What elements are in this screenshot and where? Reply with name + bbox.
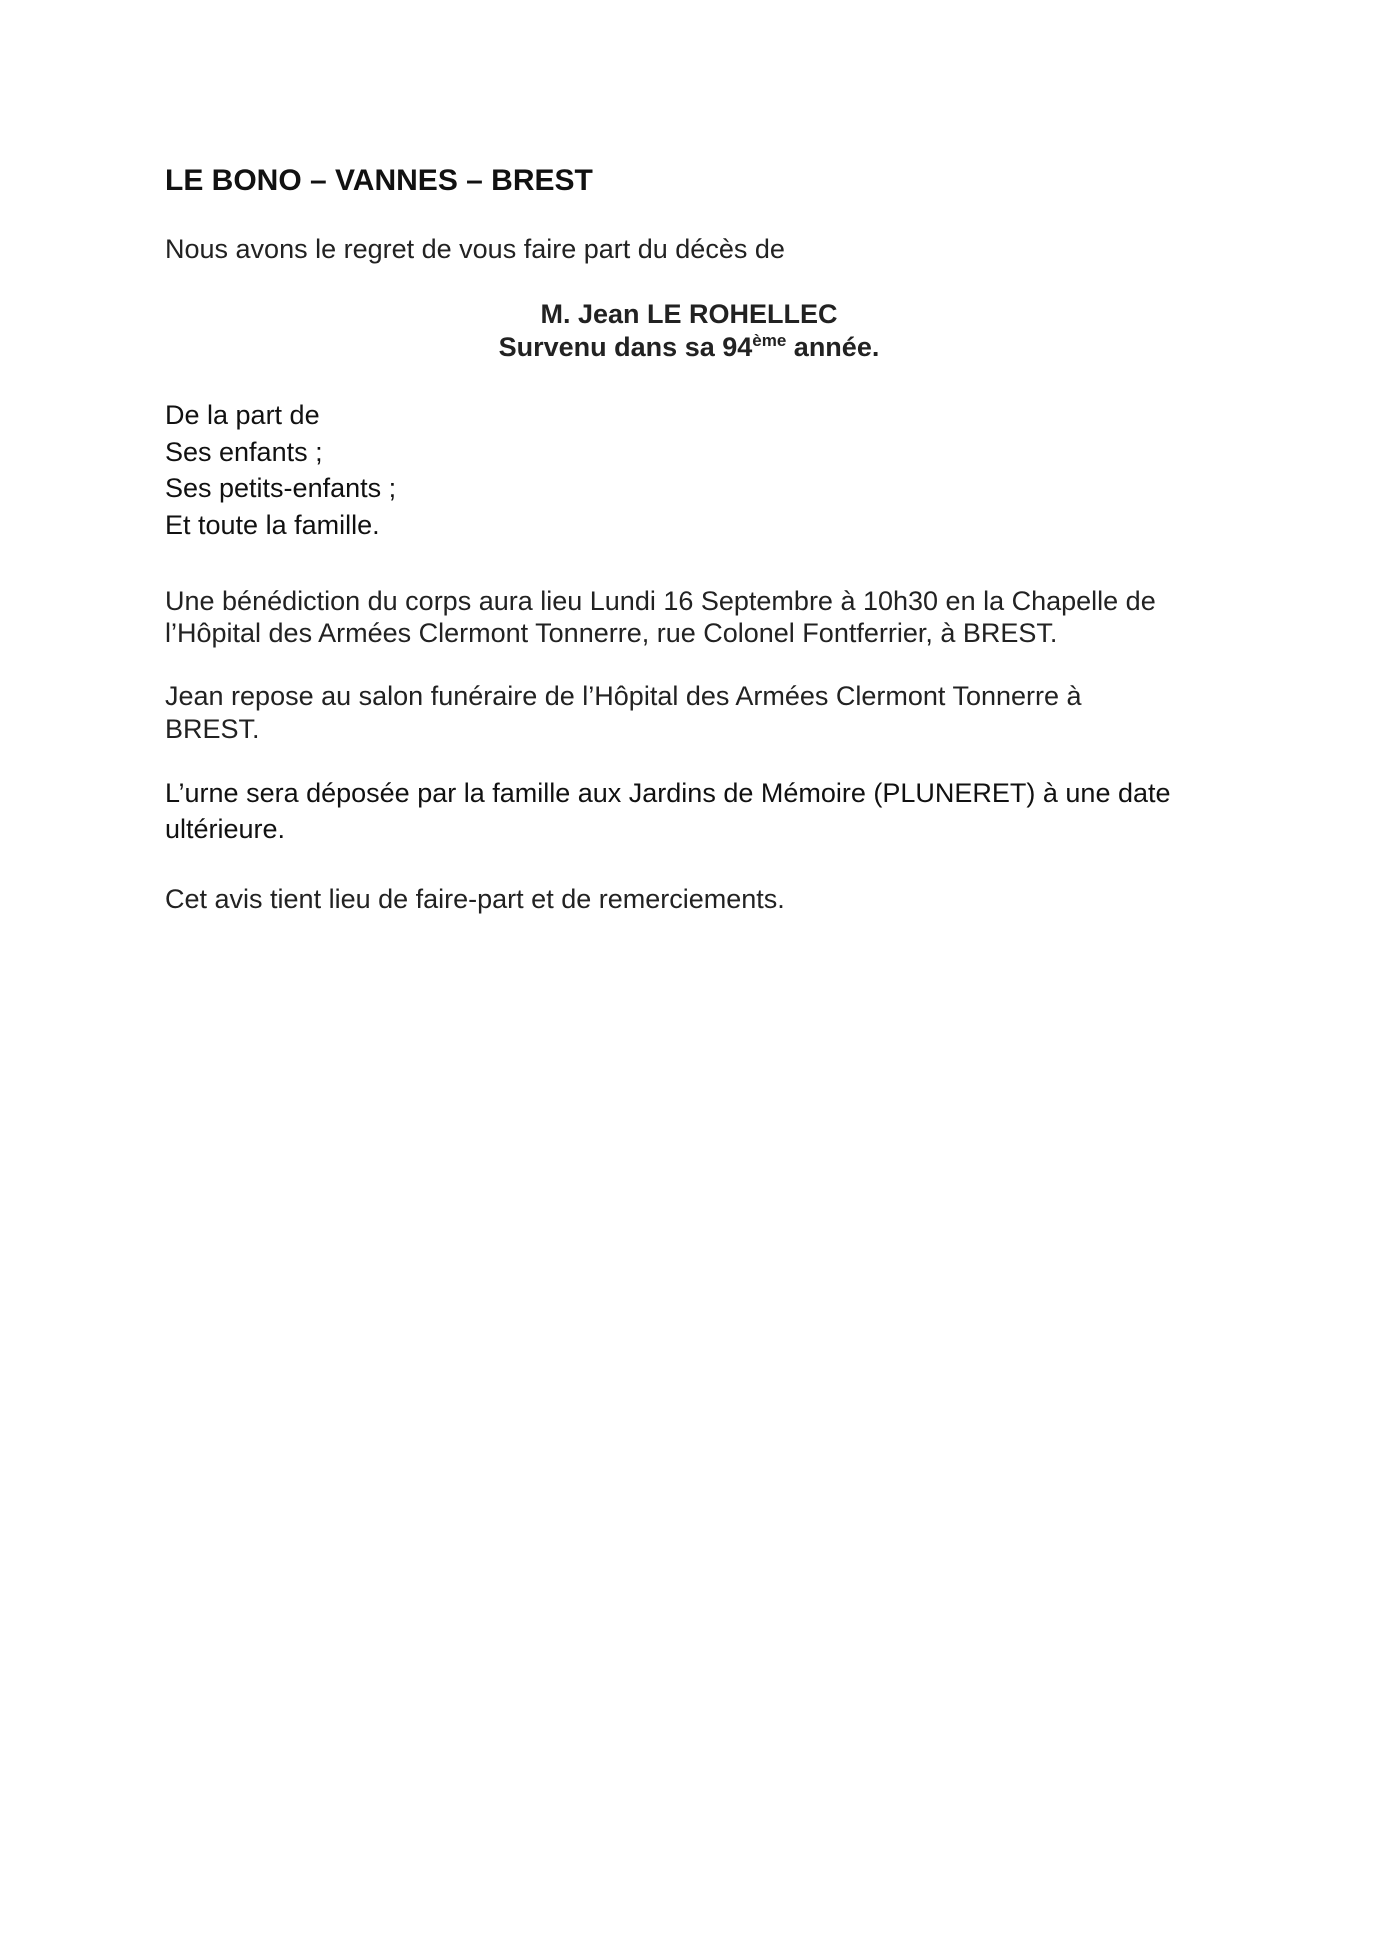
intro-text: Nous avons le regret de vous faire part du décès de [165,234,785,264]
urn-line-2: ultérieure. [165,814,286,844]
deceased-age [0,331,1378,364]
ceremony-line-2: l’Hôpital des Armées Clermont Tonnerre, rue Colonel Fontferrier, à BREST. [165,618,1058,648]
family-line-4: Et toute la famille. [165,510,380,540]
urn-line-1: L’urne sera déposée par la famille aux Jardins de Mémoire (PLUNERET) à une date [165,778,1171,808]
age-superscript: ème [752,331,787,350]
page-title: LE BONO – VANNES – BREST [165,164,593,197]
closing-text: Cet avis tient lieu de faire-part et de remerciements. [165,884,785,914]
age-suffix: année. [786,332,880,362]
family-line-2: Ses enfants ; [165,437,323,467]
age-prefix: Survenu dans sa 94 [498,332,753,362]
family-line-3: Ses petits-enfants ; [165,473,397,503]
ceremony-line-1: Une bénédiction du corps aura lieu Lundi 16 Septembre à 10h30 en la Chapelle de [165,586,1156,616]
rest-line-2: BREST. [165,714,260,744]
family-line-1: De la part de [165,400,320,430]
deceased-name: M. Jean LE ROHELLEC [540,299,838,329]
rest-line-1: Jean repose au salon funéraire de l’Hôpital des Armées Clermont Tonnerre à [165,681,1082,711]
